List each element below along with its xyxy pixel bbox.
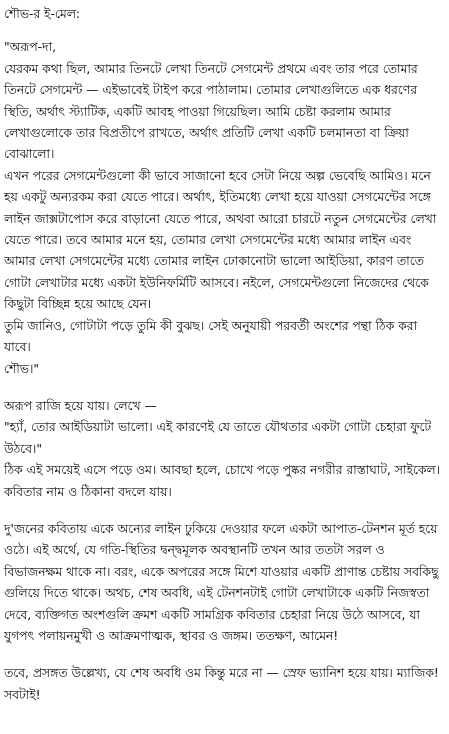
- email-paragraph-1: যেরকম কথা ছিল, আমার তিনটে লেখা তিনটে সেগমেন্ট প্রথমে এবং তার পরে তোমার তিনটে সেগমেন্ট — এইভাবেই টাইপ করে পাঠালাম। তোমার লেখাগুলিতে এক ধরণের স্থিতি, অর্থাৎ স্ট্যাটিক, একটি আবহ পাওয়া গিয়েছিল। আমি চেষ্টা করলাম আমার লেখাগুলোকে তার বিপ্রতীপে রাখতে, অর্থাৎ প্রতিটি লেখা একটি চলমানতা বা ক্রিয়া বোঝালো।: [4, 61, 418, 162]
- reply-quote: "হ্যাঁ, তোর আইডিয়াটা ভালো। এই কারণেই যে তাতে যৌথতার একটা গোটা চেহারা ফুটে উঠবে।": [4, 420, 432, 456]
- email-paragraph-3: তুমি জানিও, গোটাটা পড়ে তুমি কী বুঝছ। সেই অনুযায়ী পরবর্তী অংশের পন্থা ঠিক করা যাবে।: [4, 318, 418, 355]
- reply-intro: অরূপ রাজি হয়ে যায়। লেখে —: [4, 398, 157, 413]
- email-heading: শৌভ-র ই-মেল:: [4, 7, 81, 21]
- email-signoff: শৌভ।": [4, 361, 39, 376]
- email-salutation: "অরূপ-দা,: [4, 40, 56, 55]
- paragraph-om: ঠিক এই সময়েই এসে পড়ে ওম। আবছা হলে, চোখে পড়ে পুষ্কর নগরীর রাস্তাঘাট, সাইকেল। কবিতার নাম ও ঠিকানা বদলে যায়।: [4, 463, 440, 499]
- paragraph-final: তবে, প্রসঙ্গত উল্লেখ্য, যে শেষ অবধি ওম কিন্তু মরে না — স্রেফ ভ্যানিশ হয়ে যায়। ম্যাজিক! সবটাই!: [4, 666, 439, 702]
- email-paragraph-2: এখন পরের সেগমেন্টগুলো কী ভাবে সাজানো হবে সেটা নিয়ে অল্প ভেবেছি আমিও। মনে হয় একটু অন্যরকম করা যেতে পারে। অর্থাৎ, ইতিমধ্যে লেখা হয়ে যাওয়া সেগমেন্টের সঙ্গে লাইন জাক্সটাপোস করে বাড়ানো যেতে পারে, অথবা আরো চারটে নতুন সেগমেন্টের লেখা যেতে পারে। তবে আমার মনে হয়, তোমার লেখা সেগমেন্টের মধ্যে আমার লাইন এবং আমার লেখা সেগমেন্টের মধ্যে তোমার লাইন ঢোকানোটা ভালো আইডিয়া, কারণ তাতে গোটা লেখাটার মধ্যে একটা ইউনিফর্মিটি আসবে। নইলে, সেগমেন্টগুলো নিজেদের থেকে কিছুটা বিচ্ছিন্ন হয়ে আছে যেন।: [4, 168, 437, 312]
- paragraph-tension: দু'জনের কবিতায় একে অন্যের লাইন ঢুকিয়ে দেওয়ার ফলে একটা আপাত-টেনশন মূর্ত হয়ে ওঠে। এই অর্থে, যে গতি-স্থিতির দ্বন্দ্বমূলক অবস্থানটি তখন আর ততটা সরল ও বিভাজনক্ষম থাকে না। বরং, একে অপরের সঙ্গে মিশে যাওয়ার একটি প্রাণান্ত চেষ্টায় সবকিছু গুলিয়ে দিতে থাকে। অথচ, শেষ অবধি, এই টেনশনটাই গোটা লেখাটাকে একটি নিজস্বতা দেবে, ব্যক্তিগত অংশগুলি ক্রমশ একটি সামগ্রিক কবিতার চেহারা নিয়ে উঠে আসবে, যা যুগপৎ পলায়নমুখী ও আক্রমণাত্মক, স্থাবর ও জঙ্গম। ততক্ষণ, আমেন!: [4, 521, 439, 643]
